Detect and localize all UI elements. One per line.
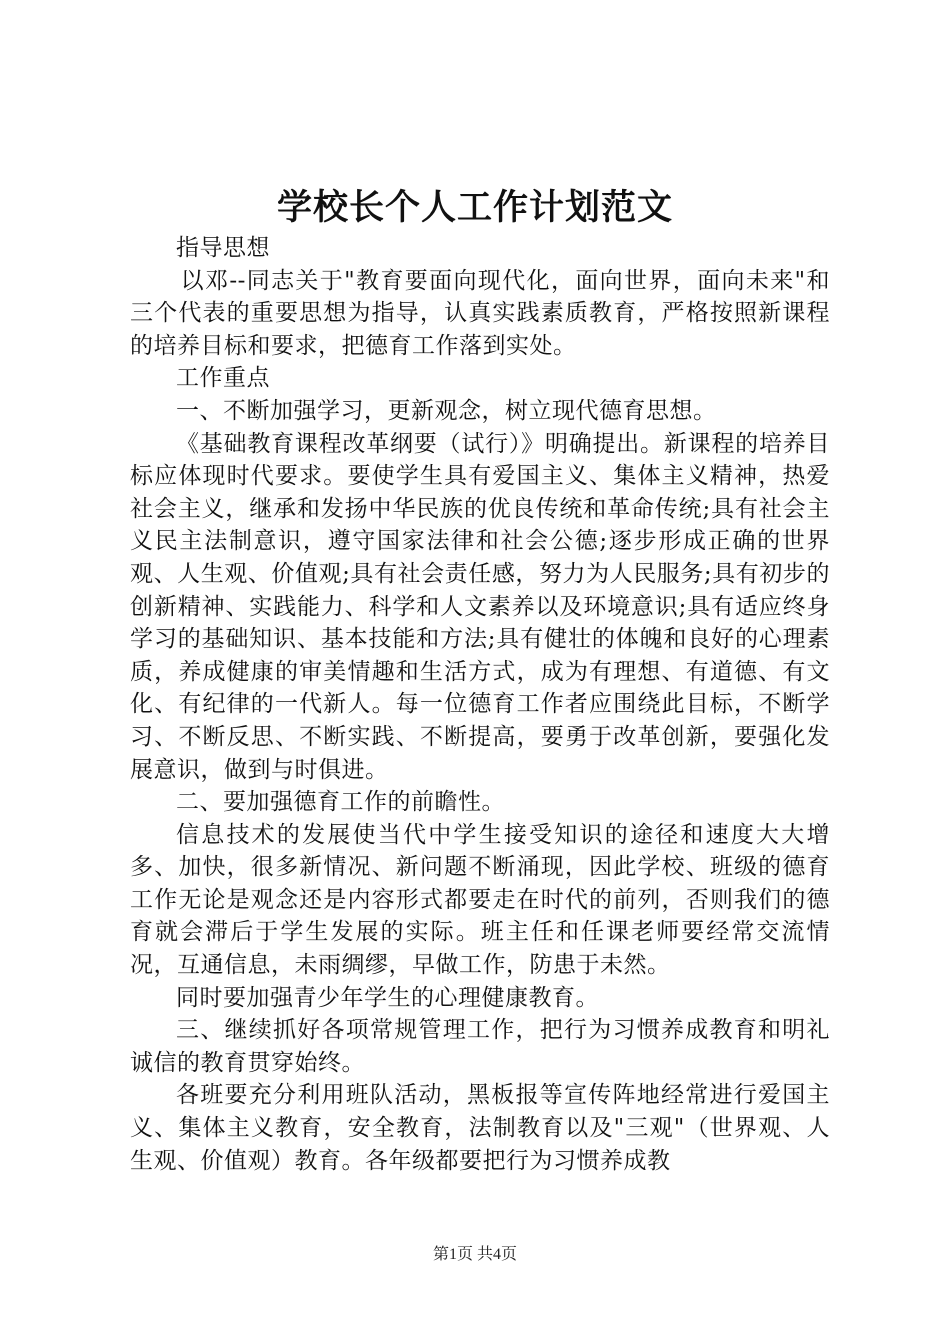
page-footer: 第1页 共4页: [432, 1246, 517, 1263]
subsection-heading: 一、不断加强学习，更新观念，树立现代德育思想。: [176, 397, 717, 424]
subsection-heading: 三、继续抓好各项常规管理工作，把行为习惯养成教育和明礼诚信的教育贯穿始终。: [130, 1017, 830, 1076]
document-body: [130, 232, 830, 1177]
paragraph: 信息技术的发展使当代中学生接受知识的途径和速度大大增多、加快，很多新情况、新问题不断涌现，因此学校、班级的德育工作无论是观念还是内容形式都要走在时代的前列，否则我们的德育就会滞后于学生发展的实际。班主任和任课老师要经常交流情况，互通信息，未雨绸缪，早做工作，防患于未然。: [130, 821, 830, 979]
document-title: 学校长个人工作计划范文: [276, 188, 673, 228]
section-heading: 指导思想: [176, 235, 270, 261]
paragraph: 各班要充分利用班队活动，黑板报等宣传阵地经常进行爱国主义、集体主义教育，安全教育，法制教育以及"三观"（世界观、人生观、价值观）教育。各年级都要把行为习惯养成教: [130, 1082, 830, 1174]
subsection-heading: 二、要加强德育工作的前瞻性。: [176, 789, 505, 816]
paragraph: 《基础教育课程改革纲要（试行）》明确提出。新课程的培养目标应体现时代要求。要使学生具有爱国主义、集体主义精神，热爱社会主义，继承和发扬中华民族的优良传统和革命传统;具有社会主义民主法制意识，遵守国家法律和社会公德;逐步形成正确的世界观、人生观、价值观;具有社会责任感，努力为人民服务;具有初步的创新精神、实践能力、科学和人文素养以及环境意识;具有适应终身学习的基础知识、基本技能和方法;具有健壮的体魄和良好的心理素质，养成健康的审美情趣和生活方式，成为有理想、有道德、有文化、有纪律的一代新人。每一位德育工作者应围绕此目标，不断学习、不断反思、不断实践、不断提高，要勇于改革创新，要强化发展意识，做到与时俱进。: [130, 430, 830, 783]
paragraph: 同时要加强青少年学生的心理健康教育。: [176, 984, 599, 1011]
paragraph: 以邓--同志关于"教育要面向现代化，面向世界，面向未来"和三个代表的重要思想为指导，认真实践素质教育，严格按照新课程的培养目标和要求，把德育工作落到实处。: [130, 267, 830, 359]
section-heading: 工作重点: [176, 365, 270, 392]
